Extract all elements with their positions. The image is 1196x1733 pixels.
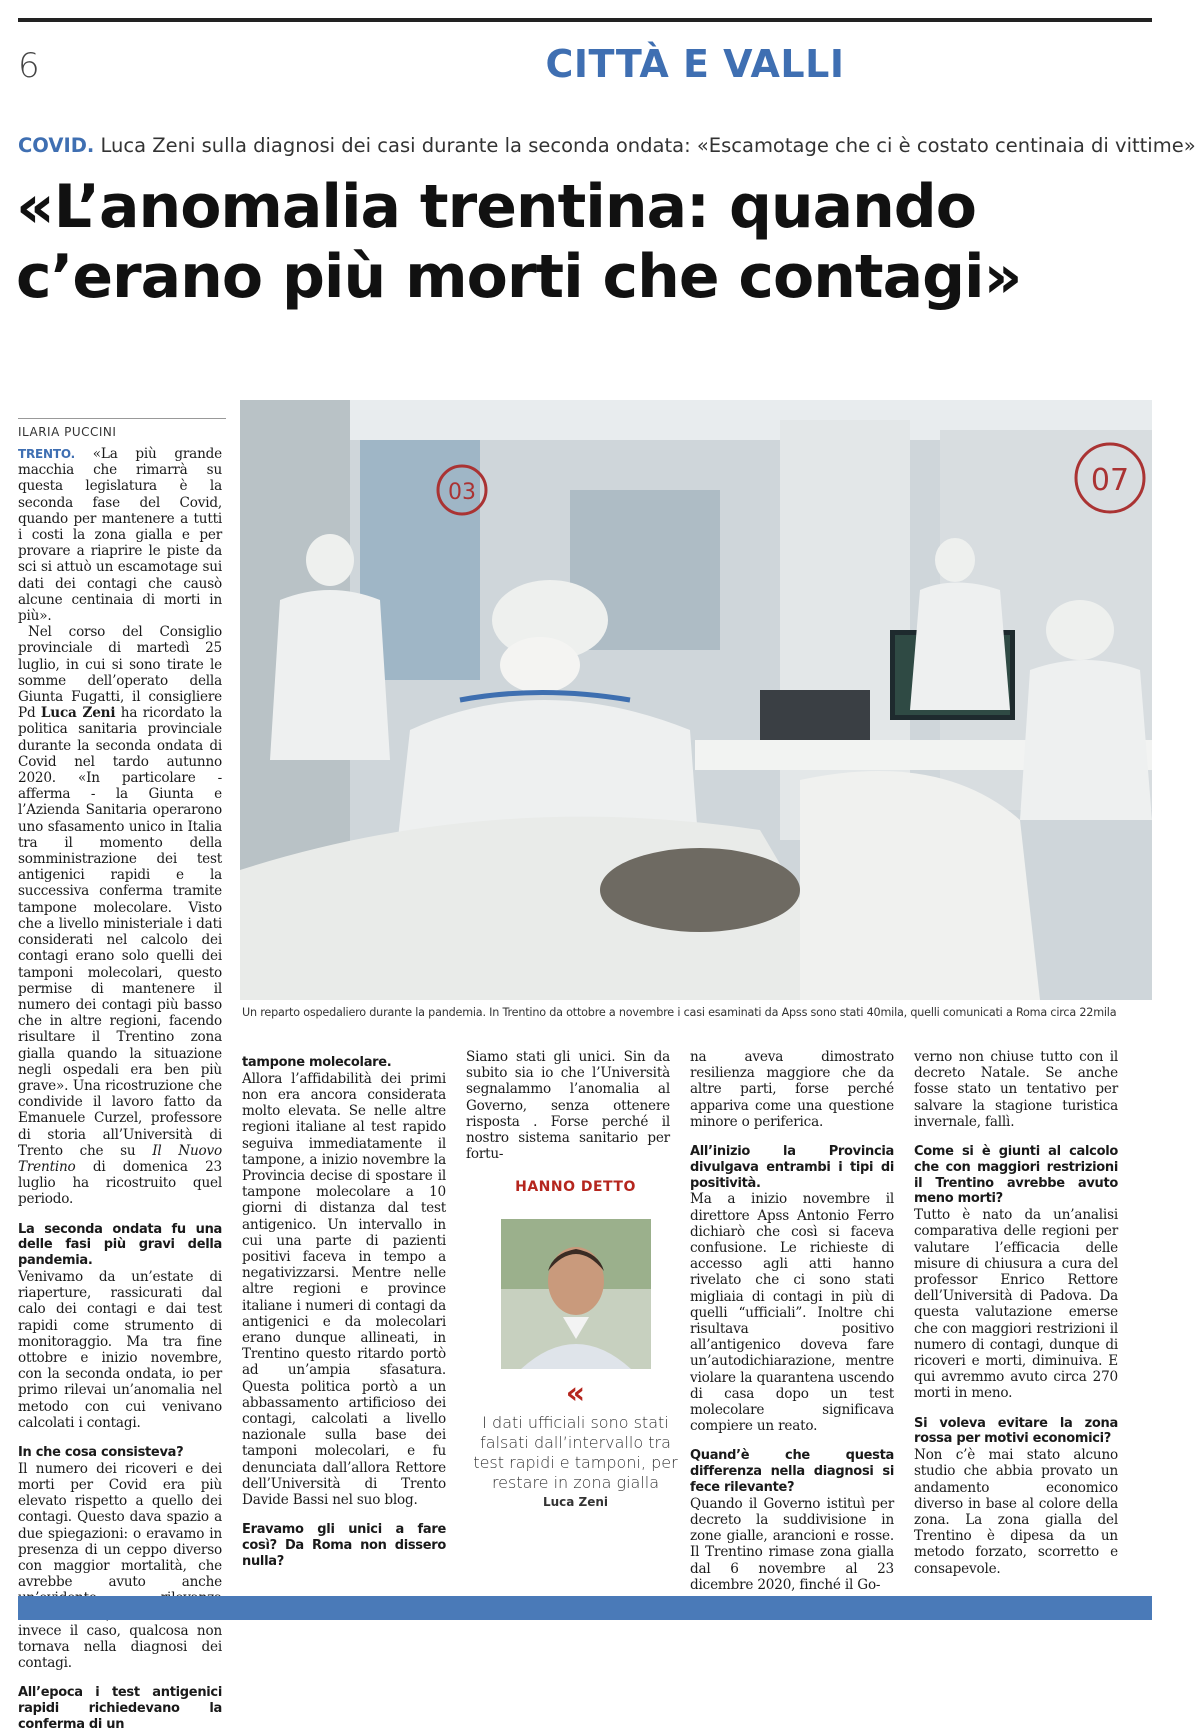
kicker-tag: COVID. — [18, 134, 95, 157]
kicker — [18, 134, 1196, 157]
hospital-ward-illustration — [240, 400, 1152, 1000]
answer-2: Il numero dei ricoveri e dei morti per Covid era più elevato rispetto a quello dei contagi. Questo dava spazio a due spiegazioni: o eravamo in presenza di un ceppo diverso con maggior mortalità, che avrebbe avuto anche invece il caso, qualcosa non tornava nella diagnosi dei contagi. — [18, 1460, 222, 1672]
article-column-2 — [242, 1055, 446, 1570]
article-column-4 — [690, 1049, 894, 1593]
answer-6-cont: verno non chiuse tutto con il decreto Natale. Se anche fosse stato un tentativo per salvare la stagione turistica invernale, fallì. — [914, 1049, 1118, 1130]
article-column-5 — [914, 1049, 1118, 1577]
bottom-bar — [18, 1596, 1152, 1620]
quote-heading: HANNO DETTO — [515, 1179, 636, 1195]
quote-text: I dati ufficiali sono stati falsati dall’intervallo tra test rapidi e tamponi, per restare in zona gialla — [473, 1413, 678, 1492]
answer-4: Siamo stati gli unici. Sin da subito sia io che l’Università segnalammo l’anomalia al Governo, senza ottenere risposta . Forse perché il nostro sistema sanitario per fortu- — [466, 1049, 670, 1163]
room-label-07: 07 — [1090, 463, 1130, 498]
headline-line-2: c’erano più morti che contagi» — [16, 242, 1022, 312]
answer-7: Tutto è nato da un’analisi comparativa delle regioni per valutare l’efficacia delle misure di chiusura a cura del professor Enrico Rettore dell’Università di Padova. Da questa valutazione emerse che con maggiori restrizioni il numero di contagi, dunque di ricoveri e morti, diminuiva. E qui avremmo avuto circa 270 morti in meno. — [914, 1207, 1118, 1402]
photo-caption: Un reparto ospedaliero durante la pandemia. In Trentino da ottobre a novembre i casi esaminati da Apss sono stati 40mila, quelli comunicati a Roma circa 22mila — [242, 1006, 1117, 1019]
top-rule — [18, 18, 1152, 22]
kicker-text: Luca Zeni sulla diagnosi dei casi durante la seconda ondata: «Escamotage che ci è costato centinaia di vittime» — [94, 134, 1196, 157]
name-highlight: Luca Zeni — [40, 705, 116, 722]
question-2: In che cosa consisteva? — [18, 1444, 184, 1460]
question-3-end: tampone molecolare. — [242, 1055, 392, 1070]
question-5: All’inizio la Provincia divulgava entrambi i tipi di positività. — [690, 1144, 894, 1191]
hospital-photo — [240, 400, 1152, 1000]
quote-author: Luca Zeni — [542, 1495, 609, 1509]
byline: ILARIA PUCCINI — [18, 418, 226, 439]
question-7: Come si è giunti al calcolo che con maggiori restrizioni il Trentino avrebbe avuto meno morti? — [914, 1144, 1118, 1207]
answer-4-cont: na aveva dimostrato resilienza maggiore che da altre parti, forse perché appariva come una questione minore o periferica. — [690, 1049, 894, 1130]
section-title: CITTÀ E VALLI — [545, 42, 845, 86]
question-8: Si voleva evitare la zona rossa per motivi economici? — [914, 1415, 1118, 1447]
answer-3: Allora l’affidabilità dei primi non era ancora considerata molto elevata. Se nelle altre regioni italiane al test rapido seguiva immediatamente il tampone, a inizio novembre la Provincia decise di spostare il tampone molecolare a 10 giorni di distanza dal test antigenico. Un intervallo in cui una parte di pazienti positivi faceva in tempo a negativizzarsi. Mentre nelle altre regioni e province italiane i numeri di contagi da antigenici e da molecolari erano dunque allineati, in Trentino questo ritardo portò ad un’ampia sfasatura. Questa politica portò a un abbassamento artificioso dei contagi, calcolati a livello nazionale sulla base dei tamponi molecolari, e fu denunciata dall’allora Rettore dell’Università di Trento Davide Bassi nel suo blog. — [242, 1070, 446, 1509]
headline-line-1: «L’anomalia trentina: quando — [16, 172, 976, 242]
page-number: 6 — [18, 46, 40, 86]
quote-mark: « — [565, 1376, 586, 1411]
room-label-03: 03 — [448, 480, 476, 505]
dateline: TRENTO. — [18, 447, 75, 461]
portrait-icon — [501, 1219, 651, 1369]
article-column-3 — [466, 1049, 670, 1162]
paragraph-context: Nel corso del Consiglio provinciale di martedì 25 luglio, in cui si sono tirate le somme dell’operato della Giunta Fugatti, il consigliere Pd Luca Zeni ha ricordato la politica sanitaria provinciale durante la seconda ondata di Covid nel tardo autunno 2020. «In particolare - afferma - la Giunta e l’Azienda Sanitaria operarono uno sfasamento unico in Italia tra il momento della somministrazione dei test antigenici rapidi e la successiva conferma tramite tampone molecolare. Visto che a livello ministeriale i dati considerati nel calcolo dei contagi erano solo quelli dei tamponi molecolari, questo permise di mantenere il numero dei contagi più basso che in altre regioni, facendo risultare il Trentino zona gialla quando la situazione negli ospedali era ben più grave». Una ricostruzione che condivide il lavoro fatto da Emanuele Curzel, professore di storia all’Università di Trento che su Il Nuovo Trentino di domenica 23 luglio ha ricostruito quel periodo. — [18, 624, 222, 1208]
avatar — [501, 1219, 651, 1369]
answer-1: Venivamo da un’estate di riaperture, rassicurati dal calo dei contagi e dai test rapidi come strumento di monitoraggio. Ma tra fine ottobre e inizio novembre, con la seconda ondata, io per primo rilevai un’anomalia nel metodo con cui venivano calcolati i contagi. — [18, 1268, 222, 1431]
quote-box — [468, 1165, 683, 1509]
question-4: Eravamo gli unici a fare così? Da Roma non dissero nulla? — [242, 1522, 446, 1569]
paragraph-intro: TRENTO. «La più grande macchia che rimarrà su questa legislatura è la seconda fase del Covid, quando per mantenere a tutti i costi la zona gialla e per provare a riaprire le piste da sci si attuò un escamotage sui dati dei contagi che causò alcune centinaia di morti in più». — [18, 446, 222, 625]
answer-8: Non c’è mai stato alcuno studio che abbia provato un andamento economico diverso in base al colore della zona. La zona gialla del Trentino è dipesa da un metodo forzato, scorretto e consapevole. — [914, 1447, 1118, 1577]
headline — [16, 172, 1156, 312]
publication-title: Il Nuovo Trentino — [18, 1142, 222, 1175]
question-6: Quand’è che questa differenza nella diagnosi si fece rilevante? — [690, 1448, 894, 1496]
question-3: All’epoca i test antigenici rapidi richiedevano la conferma di un — [18, 1685, 222, 1732]
answer-6: Quando il Governo istituì per decreto la suddivisione in zone gialle, arancioni e rosse. Il Trentino rimase zona gialla dal 6 novembre al 23 dicembre 2020, finché il Go- — [690, 1495, 894, 1593]
answer-5: Ma a inizio novembre il direttore Apss Antonio Ferro dichiarò che così si faceva confusione. Le richieste di accesso agli atti hanno rivelato che ci sono stati migliaia di contagi in più di quelli “ufficiali”. Inoltre chi risultava positivo all’antigenico doveva fare un’autodichiarazione, mentre violare la quarantena uscendo di casa dopo un test molecolare significava compiere un reato. — [690, 1191, 894, 1435]
article-column-1 — [18, 446, 222, 1733]
question-1: La seconda ondata fu una delle fasi più gravi della pandemia. — [18, 1221, 222, 1269]
